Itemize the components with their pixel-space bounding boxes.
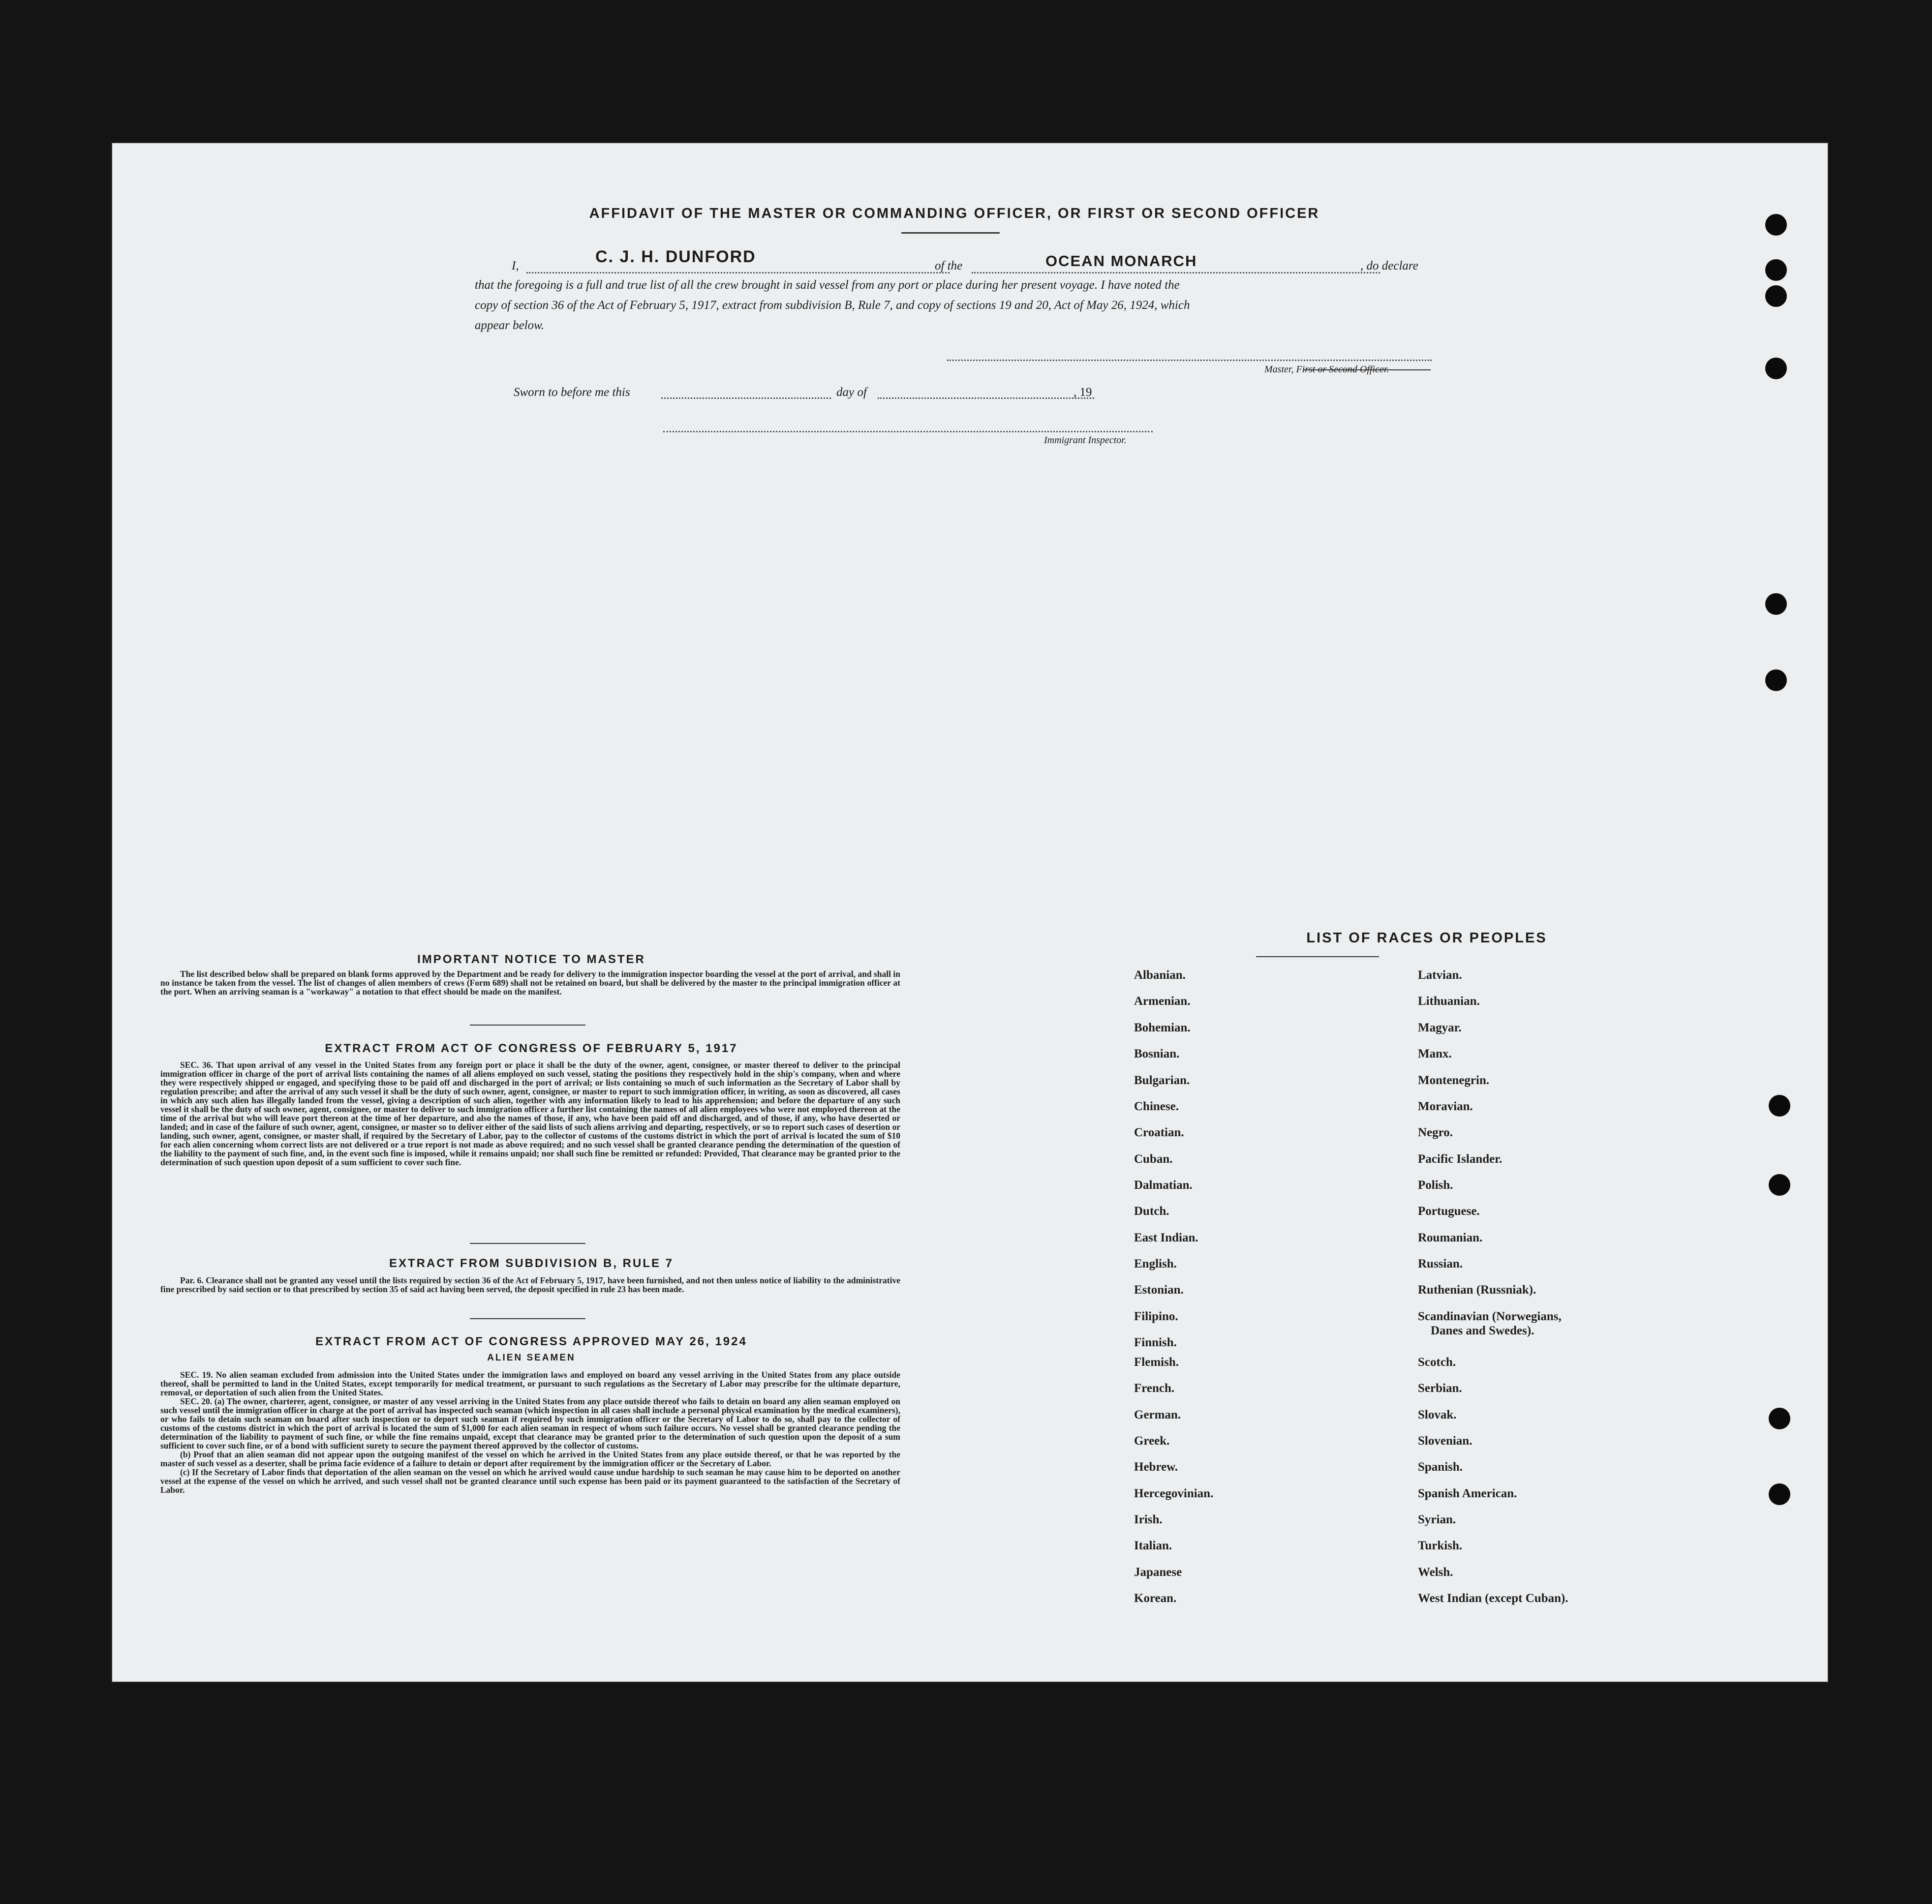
race-item: Slovenian. xyxy=(1418,1434,1472,1448)
rule-7-title: EXTRACT FROM SUBDIVISION B, RULE 7 xyxy=(389,1257,674,1270)
race-item: Flemish. xyxy=(1134,1356,1179,1369)
master-signature-caption: Master, First or Second Officer. xyxy=(1264,364,1389,375)
race-item: Montenegrin. xyxy=(1418,1074,1490,1087)
race-item: Estonian. xyxy=(1134,1283,1184,1297)
act-1924-sec20c: (c) If the Secretary of Labor finds that deportation of the alien seaman on the vessel on which he arrived would cause undue hardship to such seaman he may cause him to be deported on another vessel at the expense of the vessel on which he arrived, and such vessel shall not be granted clearance until such expense has been paid or its payment guaranteed to the satisfaction of the Secretary of Labor. xyxy=(160,1467,900,1495)
notice-divider xyxy=(470,1025,585,1026)
race-item: Bohemian. xyxy=(1134,1021,1191,1034)
race-item: Korean. xyxy=(1134,1592,1177,1605)
do-declare-label: , do declare xyxy=(1360,259,1418,272)
binder-hole xyxy=(1769,1408,1790,1429)
act-1924-sec20a: SEC. 20. (a) The owner, charterer, agent, consignee, or master of any vessel arriving in the United States from any place outside thereof who fails to detain on board any alien seaman employed on such vessel until the immigration officer in charge at the port of arrival has inspected such seaman (which inspection in all cases shall include a personal physical examination by the medical examiners), or who fails to detain such seaman on board after such inspection or to deport such seaman if required by such immigration officer or the Secretary of Labor to do so, shall pay to the collector of customs of the customs district in which the port of arrival is located the sum of $1,000 for each alien seaman in respect of whom such failure occurs. No vessel shall be granted clearance pending the determination of the liability to payment of such fine, or while the fine remains unpaid, except that clearance may be granted prior to the determination of such question upon the deposit of a sum sufficient to cover such fine, or of a bond with sufficient surety to secure the payment thereof approved by the collector of customs. xyxy=(160,1396,900,1451)
binder-hole xyxy=(1765,259,1787,281)
race-item: Hebrew. xyxy=(1134,1460,1178,1474)
strike-first-second-officer xyxy=(1304,369,1431,370)
race-item: Bosnian. xyxy=(1134,1047,1180,1060)
act-1917-title: EXTRACT FROM ACT OF CONGRESS OF FEBRUARY 5, 1917 xyxy=(325,1042,738,1055)
declaration-line3: copy of section 36 of the Act of February 5, 1917, extract from subdivision B, Rule 7, and copy of sections 19 and 20, Act of May 26, 1924, which xyxy=(475,299,1190,312)
race-item: French. xyxy=(1134,1382,1175,1395)
act-1924-sec20b: (b) Proof that an alien seaman did not appear upon the outgoing manifest of the vessel on which he arrived in the United States from any place outside thereof, or that he was reported by the master of such vessel as a deserter, shall be prima facie evidence of a failure to detain or deport after requirement by the immigration officer or the Secretary of Labor. xyxy=(160,1450,900,1468)
races-title: LIST OF RACES OR PEOPLES xyxy=(1306,930,1547,946)
race-item: Negro. xyxy=(1418,1126,1453,1139)
race-item: Roumanian. xyxy=(1418,1231,1483,1244)
race-item: Magyar. xyxy=(1418,1021,1462,1034)
vessel-name-stamp: OCEAN MONARCH xyxy=(1045,252,1197,270)
race-item: Welsh. xyxy=(1418,1566,1453,1579)
binder-hole xyxy=(1765,669,1787,691)
race-item: West Indian (except Cuban). xyxy=(1418,1592,1568,1605)
act-1924-subtitle: ALIEN SEAMEN xyxy=(487,1353,576,1363)
sworn-prefix: Sworn to before me this xyxy=(514,386,630,399)
race-item: Italian. xyxy=(1134,1539,1172,1552)
race-item: Irish. xyxy=(1134,1513,1163,1526)
race-item: Cuban. xyxy=(1134,1152,1173,1166)
sworn-line xyxy=(514,386,1104,403)
declaration-line1 xyxy=(512,247,1437,273)
master-name-stamp: C. J. H. DUNFORD xyxy=(595,247,756,266)
act-1924-title: EXTRACT FROM ACT OF CONGRESS APPROVED MAY 26, 1924 xyxy=(315,1335,747,1348)
race-item: Croatian. xyxy=(1134,1126,1184,1139)
day-of-label: day of xyxy=(836,386,867,399)
race-item: Turkish. xyxy=(1418,1539,1463,1552)
race-item: German. xyxy=(1134,1408,1181,1421)
races-divider xyxy=(1256,956,1379,957)
race-item: Chinese. xyxy=(1134,1100,1179,1113)
inspector-signature-line xyxy=(663,431,1153,432)
race-item: Hercegovinian. xyxy=(1134,1487,1214,1500)
race-item: Polish. xyxy=(1418,1179,1453,1192)
affidavit-title: AFFIDAVIT OF THE MASTER OR COMMANDING OFFICER, OR FIRST OR SECOND OFFICER xyxy=(589,206,1320,221)
race-item: Serbian. xyxy=(1418,1382,1462,1395)
race-item: Bulgarian. xyxy=(1134,1074,1190,1087)
race-item: Ruthenian (Russniak). xyxy=(1418,1283,1536,1297)
binder-hole xyxy=(1769,1174,1790,1196)
rule-7-text xyxy=(160,1276,900,1294)
race-item: Spanish American. xyxy=(1418,1487,1517,1500)
binder-hole xyxy=(1765,358,1787,379)
act-1917-divider xyxy=(470,1243,585,1244)
race-item: East Indian. xyxy=(1134,1231,1198,1244)
race-item: English. xyxy=(1134,1257,1177,1270)
race-item: Albanian. xyxy=(1134,968,1186,982)
race-item: Manx. xyxy=(1418,1047,1452,1060)
title-divider xyxy=(901,232,1000,234)
race-item: Russian. xyxy=(1418,1257,1463,1270)
sworn-month-line xyxy=(878,397,1094,399)
declaration-line2: that the foregoing is a full and true list of all the crew brought in said vessel from any port or place during her present voyage. I have noted the xyxy=(475,278,1180,292)
race-item: Dalmatian. xyxy=(1134,1179,1193,1192)
race-item: Lithuanian. xyxy=(1418,995,1480,1008)
vessel-name-line xyxy=(972,272,1380,273)
race-item: Scandinavian (Norwegians, xyxy=(1418,1310,1562,1323)
binder-hole xyxy=(1765,285,1787,307)
of-the-label: of the xyxy=(935,259,963,272)
race-item: Latvian. xyxy=(1418,968,1462,982)
binder-hole xyxy=(1765,214,1787,236)
race-item: Filipino. xyxy=(1134,1310,1178,1323)
master-name-line xyxy=(526,272,950,273)
inspector-caption: Immigrant Inspector. xyxy=(1044,435,1127,446)
master-signature-line xyxy=(947,360,1432,361)
rule-7-par6: Par. 6. Clearance shall not be granted any vessel until the lists required by section 36 of the Act of February 5, 1917, have been furnished, and not then unless notice of liability to the administrative fine prescribed by said section or to that prescribed by section 35 of said act having been served, the deposit specified in rule 23 has been made. xyxy=(160,1275,900,1294)
year-prefix: , 19 xyxy=(1073,386,1092,399)
notice-paragraph: The list described below shall be prepared on blank forms approved by the Department and be ready for delivery to the immigration inspector boarding the vessel at the port of arrival, and shall in no instance be taken from the vessel. The list of changes of alien members of crews (Form 689) shall not be retained on board, but shall be delivered by the master to the principal immigration officer at the port. When an arriving seaman is a "workaway" a notation to that effect should be made on the manifest. xyxy=(160,969,900,997)
notice-text xyxy=(160,969,900,996)
race-item: Spanish. xyxy=(1418,1460,1463,1474)
binder-hole xyxy=(1769,1095,1790,1117)
race-item: Greek. xyxy=(1134,1434,1170,1448)
race-item: Dutch. xyxy=(1134,1205,1169,1218)
rule-7-divider xyxy=(470,1318,585,1319)
race-item: Slovak. xyxy=(1418,1408,1457,1421)
race-item: Moravian. xyxy=(1418,1100,1473,1113)
race-item: Syrian. xyxy=(1418,1513,1456,1526)
race-item: Finnish. xyxy=(1134,1336,1177,1349)
race-item: Portuguese. xyxy=(1418,1205,1480,1218)
act-1917-text xyxy=(160,1060,900,1167)
declaration-line4: appear below. xyxy=(475,319,545,332)
race-item: Pacific Islander. xyxy=(1418,1152,1503,1166)
race-item: Japanese xyxy=(1134,1566,1182,1579)
pronoun-label: I, xyxy=(512,259,519,272)
race-item: Scotch. xyxy=(1418,1356,1456,1369)
act-1917-sec36: SEC. 36. That upon arrival of any vessel in the United States from any foreign port or place it shall be the duty of the owner, agent, consignee, or master thereof to deliver to the principal immigration officer in charge of the port of arrival lists containing the names of all aliens employed on such vessel, stating the positions they respectively hold in the ship's company, when and where they were respectively shipped or engaged, and specifying those to be paid off and discharged in the port of arrival; or lists containing so much of such information as the Secretary of Labor shall by regulation prescribe; and after the arrival of any such vessel it shall be the duty of such owner, agent, consignee, or master to report to such immigration officer, in writing, as soon as discovered, all cases in which any such alien has illegally landed from the vessel, giving a description of such alien, together with any information likely to lead to his apprehension; and before the departure of any such vessel it shall be the duty of such owner, agent, consignee, or master to deliver to such immigration officer a further list containing the names of all alien employees who were not employed thereon at the time of the arrival but who will leave port thereon at the time of her departure, and also the names of those, if any, who have been paid off and discharged, and of those, if any, who have deserted or landed; and in case of the failure of such owner, agent, consignee, or master so to deliver either of the said lists of such aliens arriving and departing, respectively, or so to report such cases of desertion or landing, such owner, agent, consignee, or master shall, if required by the Secretary of Labor, pay to the collector of customs of the customs district in which the port of arrival is located the sum of $10 for each alien concerning whom correct lists are not delivered or a true report is not made as above required; and no such vessel shall be granted clearance pending the determination of the question of the liability to the payment of such fine, and, in the event such fine is imposed, while it remains unpaid; nor shall such fine be remitted or refunded: Provided, That clearance may be granted prior to the determination of such question upon deposit of a sum sufficient to cover such fine. xyxy=(160,1060,900,1167)
binder-hole xyxy=(1769,1483,1790,1505)
race-item: Armenian. xyxy=(1134,995,1191,1008)
binder-hole xyxy=(1765,593,1787,615)
act-1924-text xyxy=(160,1370,900,1494)
sworn-day-line xyxy=(661,397,831,399)
act-1924-sec19: SEC. 19. No alien seaman excluded from admission into the United States under the immigration laws and employed on board any vessel arriving in the United States from any place outside thereof, shall be permitted to land in the United States, except temporarily for medical treatment, or pursuant to such regulations as the Secretary of Labor may prescribe for the ultimate departure, removal, or deportation of such alien from the United States. xyxy=(160,1370,900,1397)
race-item: Danes and Swedes). xyxy=(1431,1324,1534,1337)
notice-title: IMPORTANT NOTICE TO MASTER xyxy=(417,953,645,966)
